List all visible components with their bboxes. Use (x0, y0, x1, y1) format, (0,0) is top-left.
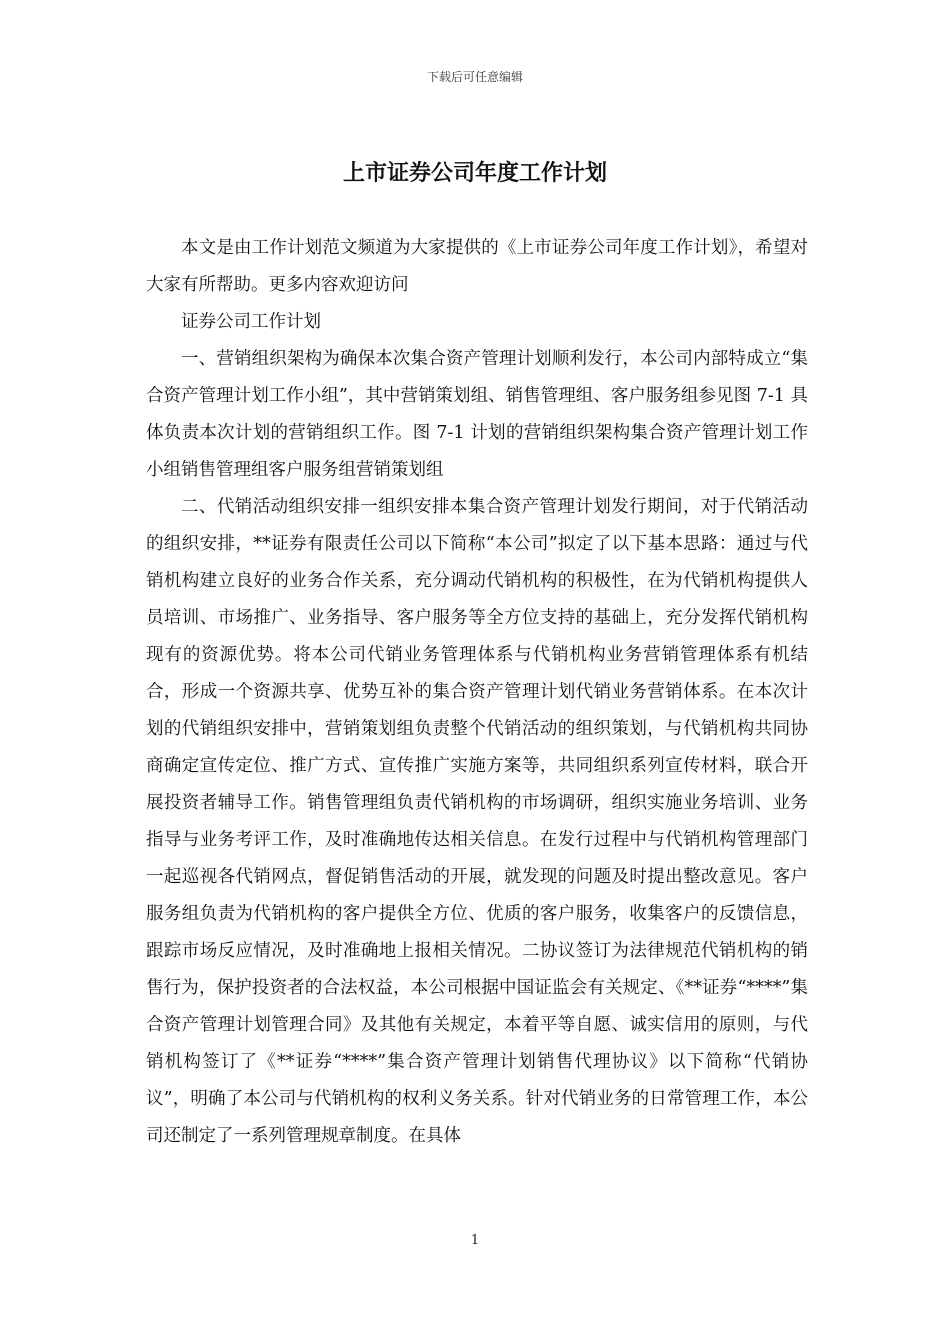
document-title: 上市证券公司年度工作计划 (342, 161, 607, 186)
page-number: 1 (470, 1233, 480, 1248)
paragraph-intro: 本文是由工作计划范文频道为大家提供的《上市证券公司年度工作计划》，希望对大家有所帮助。更多内容欢迎访问 (146, 238, 808, 295)
document-body (146, 230, 808, 1155)
paragraph-subheading: 证券公司工作计划 (181, 312, 321, 332)
paragraph-section-1: 一、营销组织架构为确保本次集合资产管理计划顺利发行，本公司内部特成立“集合资产管理计划工作小组”，其中营销策划组、销售管理组、客户服务组参见图 7-1 具体负责本次计划的营销组织工作。图 7-1 计划的营销组织架构集合资产管理计划工作小组销售管理组客户服务组营销策划组 (146, 349, 808, 480)
page-header: 下载后可任意编辑 (426, 70, 523, 84)
paragraph-section-2: 二、代销活动组织安排一组织安排本集合资产管理计划发行期间，对于代销活动的组织安排，**证券有限责任公司以下简称“本公司”拟定了以下基本思路：通过与代销机构建立良好的业务合作关系，充分调动代销机构的积极性，在为代销机构提供人员培训、市场推广、业务指导、客户服务等全方位支持的基础上，充分发挥代销机构现有的资源优势。将本公司代销业务管理体系与代销机构业务营销管理体系有机结合，形成一个资源共享、优势互补的集合资产管理计划代销业务营销体系。在本次计划的代销组织安排中，营销策划组负责整个代销活动的组织策划，与代销机构共同协商确定宣传定位、推广方式、宣传推广实施方案等，共同组织系列宣传材料，联合开展投资者辅导工作。销售管理组负责代销机构的市场调研，组织实施业务培训、业务指导与业务考评工作，及时准确地传达相关信息。在发行过程中与代销机构管理部门一起巡视各代销网点，督促销售活动的开展，就发现的问题及时提出整改意见。客户服务组负责为代销机构的客户提供全方位、优质的客户服务，收集客户的反馈信息，跟踪市场反应情况，及时准确地上报相关情况。二协议签订为法律规范代销机构的销售行为，保护投资者的合法权益，本公司根据中国证监会有关规定、《**证券“****”集合资产管理计划管理合同》及其他有关规定，本着平等自愿、诚实信用的原则，与代销机构签订了《**证券“****”集合资产管理计划销售代理协议》以下简称“代销协议”，明确了本公司与代销机构的权利义务关系。针对代销业务的日常管理工作，本公司还制定了一系列管理规章制度。在具体 (146, 497, 808, 1146)
